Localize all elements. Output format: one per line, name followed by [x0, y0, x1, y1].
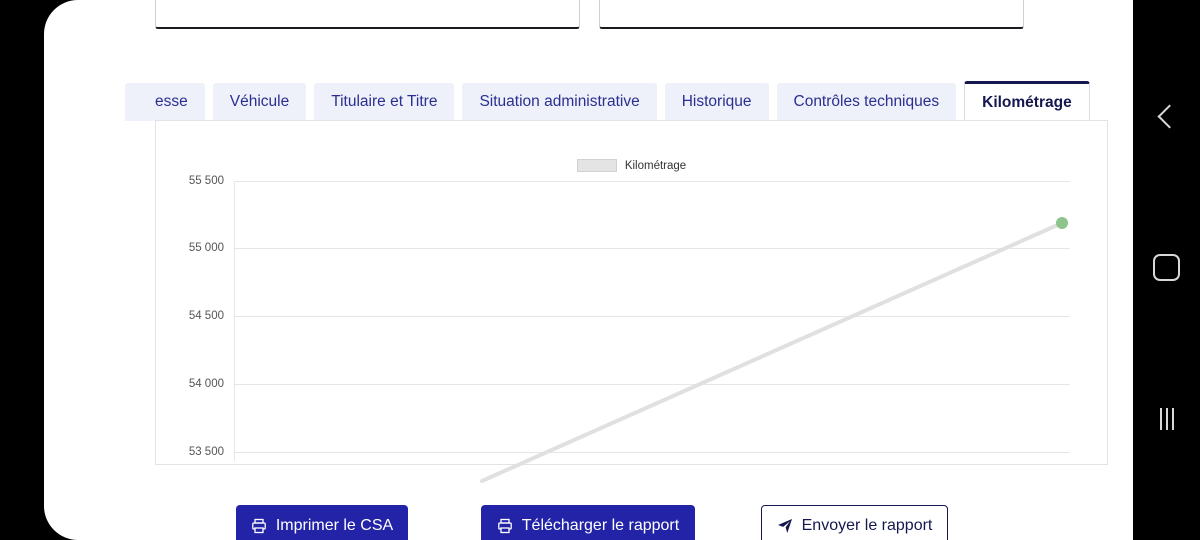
tab-label: Titulaire et Titre: [331, 93, 438, 110]
printer-icon: [251, 518, 267, 534]
send-icon: [777, 518, 793, 534]
series-line: [482, 223, 1062, 481]
y-tick-label: 54 000: [188, 378, 224, 390]
home-circle-shape: [1153, 254, 1180, 281]
legend-swatch: [577, 159, 617, 172]
back-icon[interactable]: [1133, 92, 1200, 140]
recent-bars-shape: [1160, 408, 1174, 430]
tab-bar: [155, 81, 1098, 121]
tab-vehicule[interactable]: [213, 83, 306, 121]
printer-icon: [497, 518, 513, 534]
top-card-right: [599, 0, 1024, 29]
print-csa-label: Imprimer le CSA: [275, 517, 394, 534]
action-bar: [44, 505, 1133, 540]
tab-controles-techniques[interactable]: [777, 83, 957, 121]
tab-situation-administrative[interactable]: [462, 83, 656, 121]
download-report-button[interactable]: [481, 505, 695, 540]
tab-adresse[interactable]: [125, 83, 205, 121]
print-csa-button[interactable]: [236, 505, 408, 540]
kilometrage-series: [234, 181, 1070, 461]
tab-label: Contrôles techniques: [793, 93, 940, 110]
tab-label: Historique: [681, 93, 752, 110]
top-card-left: [155, 0, 580, 29]
send-report-label: Envoyer le rapport: [801, 517, 933, 534]
tab-historique[interactable]: [665, 83, 769, 121]
home-icon[interactable]: [1133, 243, 1200, 291]
chart-legend: [156, 159, 1107, 172]
back-chevron-shape: [1157, 104, 1181, 128]
series-point[interactable]: [1056, 217, 1068, 229]
top-partial-cards: [44, 0, 1133, 28]
tab-titulaire-et-titre[interactable]: [314, 83, 454, 121]
download-report-label: Télécharger le rapport: [521, 517, 680, 534]
y-tick-label: 54 500: [188, 310, 224, 322]
y-tick-label: 53 500: [188, 446, 224, 458]
tab-label: Véhicule: [229, 93, 290, 110]
chart-plot-area: [188, 175, 1070, 461]
y-tick-label: 55 000: [188, 242, 224, 254]
recent-apps-icon[interactable]: [1133, 395, 1200, 443]
tab-label: Situation administrative: [479, 93, 640, 110]
tab-label: Kilométrage: [982, 93, 1072, 111]
send-report-button[interactable]: [761, 505, 948, 540]
tab-kilometrage[interactable]: [964, 81, 1090, 121]
tab-label: esse: [155, 93, 188, 110]
app-surface: [44, 0, 1133, 540]
y-tick-label: 55 500: [188, 175, 224, 187]
kilometrage-chart-panel: [155, 120, 1108, 465]
legend-label: Kilométrage: [624, 159, 687, 172]
system-navigation-bar: [1133, 0, 1200, 540]
